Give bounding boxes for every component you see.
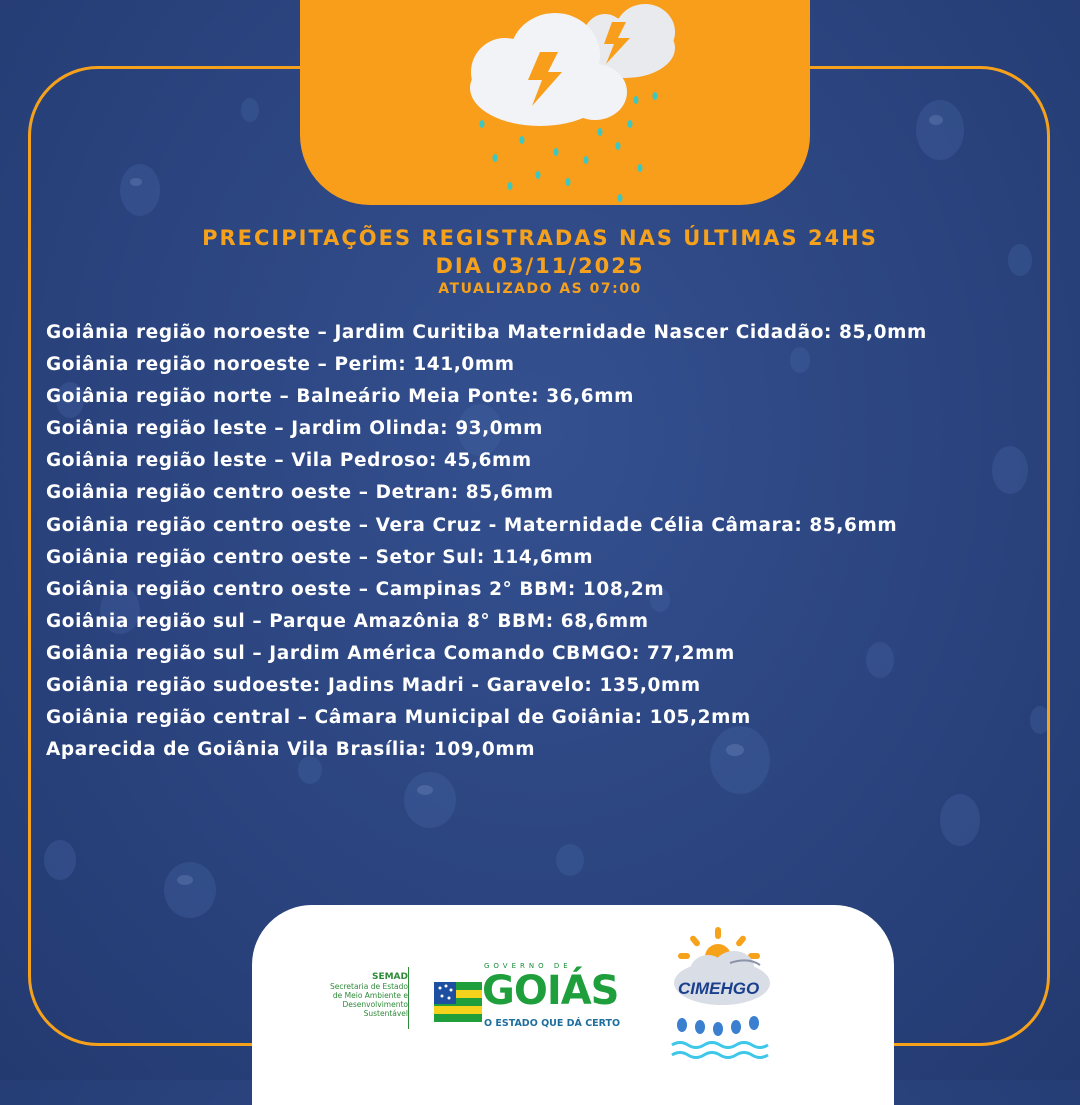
logo-footer [252,905,894,1105]
goias-government-label: GOVERNO DE [484,962,572,970]
list-item: Goiânia região noroeste – Perim: 141,0mm [46,354,515,376]
logo-divider [408,967,409,1029]
sun-cloud-rain-icon [670,927,780,1077]
list-item: Aparecida de Goiânia Vila Brasília: 109,0mm [46,739,536,761]
cimehgo-logo [670,927,780,1077]
page-title: PRECIPITAÇÕES REGISTRADAS NAS ÚLTIMAS 24HS [202,226,878,250]
list-item: Goiânia região sudoeste: Jadins Madri - Garavelo: 135,0mm [46,675,701,697]
list-item: Goiânia região norte – Balneário Meia Ponte: 36,6mm [46,386,635,408]
update-time: ATUALIZADO AS 07:00 [438,281,642,297]
goias-tagline: O ESTADO QUE DÁ CERTO [484,1018,621,1029]
semad-line: de Meio Ambiente e [332,991,408,1000]
list-item: Goiânia região sul – Parque Amazônia 8° BBM: 68,6mm [46,610,649,632]
weather-icon-tab [300,0,810,205]
goias-logo [432,960,637,1040]
semad-line: Sustentável [363,1009,408,1018]
semad-logo [292,973,408,1018]
list-item: Goiânia região noroeste – Jardim Curitiba Maternidade Nascer Cidadão: 85,0mm [46,322,927,343]
list-item: Goiânia região central – Câmara Municipal de Goiânia: 105,2mm [46,707,751,729]
goias-wordmark: GOIÁS [482,968,619,1014]
list-item: Goiânia região centro oeste – Detran: 85,6mm [46,482,554,504]
list-item: Goiânia região leste – Vila Pedroso: 45,6mm [46,450,532,472]
semad-name: SEMAD [371,972,408,982]
semad-line: Desenvolvimento [342,1000,408,1009]
goias-flag-icon [432,972,484,1032]
list-item: Goiânia região leste – Jardim Olinda: 93,0mm [46,418,544,440]
semad-line: Secretaria de Estado [329,982,408,991]
list-item: Goiânia região centro oeste – Campinas 2° BBM: 108,2m [46,578,665,600]
storm-cloud-icon [300,0,810,205]
list-item: Goiânia região centro oeste – Vera Cruz - Maternidade Célia Câmara: 85,6mm [46,514,898,536]
list-item: Goiânia região sul – Jardim América Comando CBMGO: 77,2mm [46,642,735,664]
precipitation-list [46,317,1056,766]
cimehgo-wordmark: CIMEHGO [678,979,760,998]
list-item: Goiânia região centro oeste – Setor Sul: 114,6mm [46,546,594,568]
report-date: DIA 03/11/2025 [435,254,645,278]
